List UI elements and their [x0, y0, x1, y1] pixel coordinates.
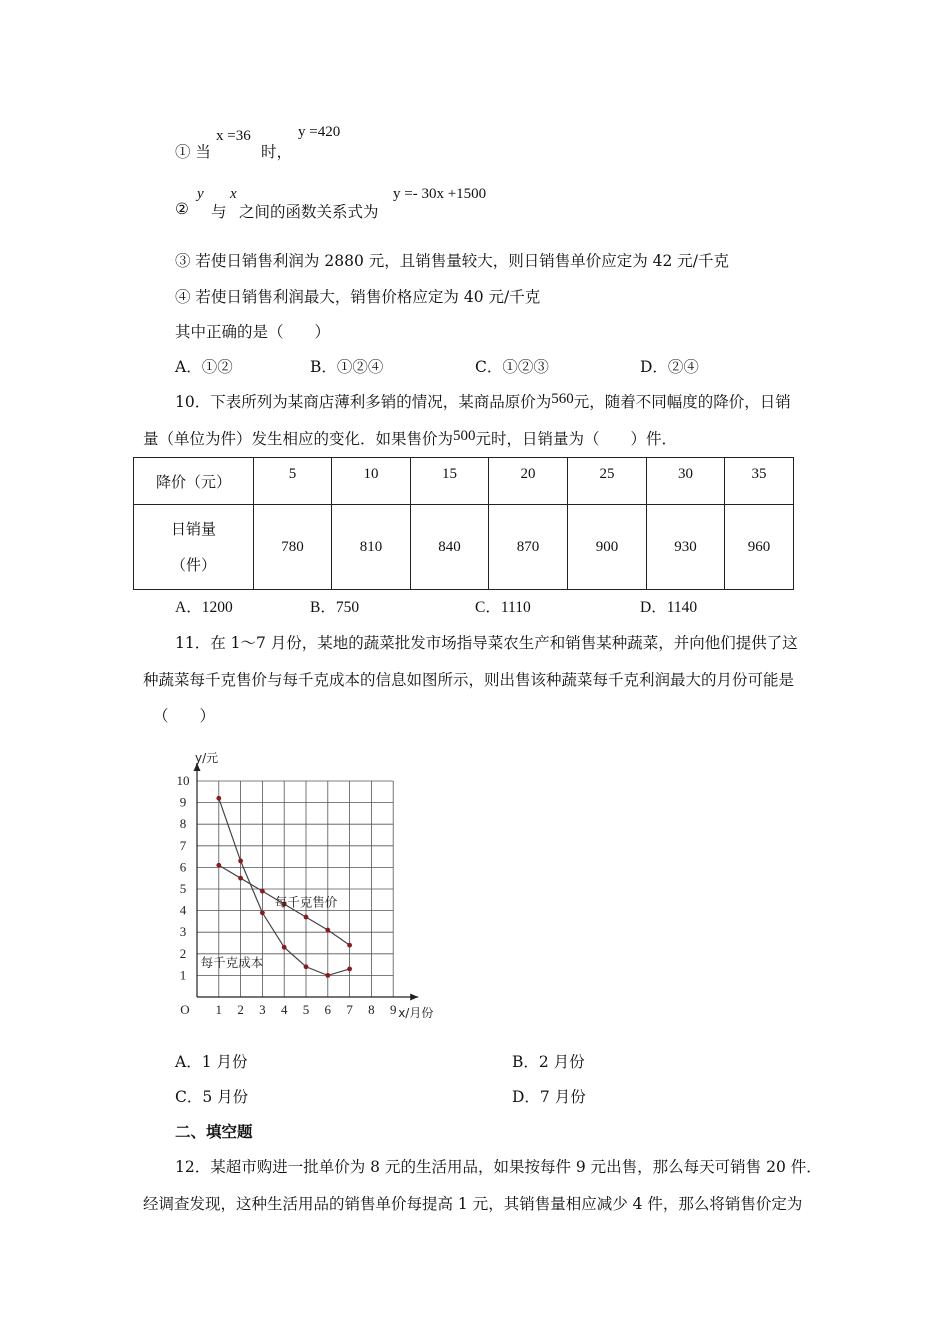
- q10-option-c[interactable]: C．1110: [475, 599, 531, 616]
- x-tick-label: 3: [259, 1002, 266, 1017]
- series-label: 每千克售价: [274, 894, 338, 910]
- q9-statement-1: [175, 124, 375, 164]
- q10-table-cell: 870: [489, 505, 568, 590]
- q9-s2-formula: y =- 30x +1500: [393, 186, 487, 202]
- q9-s1-mid: 时，: [261, 143, 293, 161]
- y-tick-label: 5: [179, 881, 187, 896]
- series-label: 每千克成本: [200, 954, 264, 970]
- q10-table-cell: 25: [568, 458, 647, 505]
- q9-option-d[interactable]: D．②④: [640, 358, 699, 376]
- q9-s2-y: y: [197, 186, 204, 202]
- q10-option-a[interactable]: A．1200: [175, 599, 233, 616]
- data-point: [216, 863, 221, 868]
- y-tick-label: 3: [179, 924, 187, 940]
- data-point: [216, 796, 221, 801]
- x-axis-label: x/月份: [398, 1006, 434, 1020]
- q10-table-header-sales-a: 日销量: [170, 520, 216, 538]
- q10-table-cell: 15: [411, 458, 489, 505]
- y-tick-label: 2: [179, 945, 187, 961]
- data-point: [304, 915, 309, 920]
- q10-table-row-discount: [134, 458, 794, 505]
- q11-line-2: 种蔬菜每千克售价与每千克成本的信息如图所示，则出售该种蔬菜每千克利润最大的月份可能是: [143, 671, 795, 689]
- data-point: [282, 945, 287, 950]
- x-tick-label: 7: [346, 1002, 353, 1017]
- q11-option-d[interactable]: D．7 月份: [512, 1088, 586, 1106]
- q9-ask: 其中正确的是（ ）: [175, 323, 331, 341]
- q10-table-cell: 10: [332, 458, 411, 505]
- y-tick-label: 7: [179, 837, 187, 853]
- q11-line-3: （ ）: [153, 707, 216, 725]
- x-axis-arrow: [410, 994, 418, 1001]
- q9-s2-text: 之间的函数关系式为: [239, 203, 379, 221]
- data-point: [347, 943, 352, 948]
- q10-line2-b: 元时，日销量为（ ）件．: [475, 430, 678, 448]
- q9-s2-yu: 与: [211, 203, 227, 221]
- q11-option-c[interactable]: C．5 月份: [175, 1088, 249, 1106]
- q9-s1-label: ① 当: [175, 143, 211, 161]
- x-tick-label: 6: [324, 1002, 332, 1017]
- q10-sale-price: 500: [453, 428, 476, 444]
- q10-table-header-sales-b: （件）: [170, 556, 216, 574]
- y-tick-label: 9: [179, 794, 187, 810]
- q10-table-cell: 20: [489, 458, 568, 505]
- q10-line1-b: 元，随着不同幅度的降价，日销: [573, 393, 791, 411]
- data-point: [347, 967, 352, 972]
- q10-table-cell: 960: [725, 505, 794, 590]
- origin-label: O: [180, 1002, 190, 1017]
- q9-statement-4: ④ 若使日销售利润最大，销售价格应定为 40 元/千克: [175, 288, 541, 306]
- y-tick-label: 1: [179, 967, 187, 983]
- q9-s1-y-eq: y =420: [298, 124, 341, 140]
- x-tick-label: 4: [280, 1002, 288, 1017]
- q10-table-cell: 900: [568, 505, 647, 590]
- q10-table-header-discount: 降价（元）: [134, 458, 254, 505]
- q10-option-d[interactable]: D．1140: [640, 599, 698, 616]
- q10-option-b[interactable]: B．750: [310, 599, 360, 616]
- y-tick-label: 10: [176, 773, 190, 788]
- data-point: [304, 964, 309, 969]
- q11-option-a[interactable]: A．1 月份: [175, 1053, 248, 1071]
- section-title-fill-blank: 二、填空题: [175, 1122, 253, 1141]
- y-axis-label: y/元: [195, 751, 219, 765]
- q10-table-row-sales: [134, 505, 794, 590]
- q10-table-cell: 5: [254, 458, 332, 505]
- q10-table-header-sales: [134, 505, 254, 590]
- q12-line-1: 12．某超市购进一批单价为 8 元的生活用品，如果按每件 9 元出售，那么每天可销售 20 件．: [175, 1158, 822, 1176]
- q10-table-cell: 35: [725, 458, 794, 505]
- q9-s2-x: x: [230, 186, 237, 202]
- q10-table-cell: 840: [411, 505, 489, 590]
- y-tick-label: 8: [179, 816, 187, 832]
- x-tick-label: 5: [302, 1002, 310, 1017]
- q10-table: [133, 457, 794, 590]
- data-point: [260, 910, 265, 915]
- x-tick-label: 1: [215, 1002, 223, 1017]
- q10-table-cell: 810: [332, 505, 411, 590]
- data-point: [238, 859, 243, 864]
- q9-option-b[interactable]: B．①②④: [310, 358, 384, 376]
- q10-line-1: [175, 390, 791, 412]
- q11-option-b[interactable]: B．2 月份: [512, 1053, 585, 1071]
- q9-option-c[interactable]: C．①②③: [475, 358, 549, 376]
- data-point: [260, 889, 265, 894]
- q10-line-2: [143, 427, 677, 449]
- data-point: [325, 973, 330, 978]
- data-point: [325, 928, 330, 933]
- q10-table-cell: 930: [647, 505, 725, 590]
- y-tick-label: 6: [179, 859, 187, 875]
- q10-price: 560: [551, 391, 574, 407]
- q10-table-cell: 780: [254, 505, 332, 590]
- q9-statement-3: ③ 若使日销售利润为 2880 元，且销售量较大，则日销售单价应定为 42 元/千克: [175, 252, 730, 270]
- q10-line1-a: 10．下表所列为某商店薄利多销的情况，某商品原价为: [175, 393, 552, 411]
- q9-s1-x-eq: x =36: [216, 128, 251, 144]
- q10-table-cell: 30: [647, 458, 725, 505]
- q12-line-2: 经调查发现，这种生活用品的销售单价每提高 1 元，其销售量相应减少 4 件，那么将销售价定为: [143, 1195, 803, 1213]
- y-tick-label: 4: [179, 902, 187, 918]
- data-point: [238, 876, 243, 881]
- q10-line2-a: 量（单位为件）发生相应的变化．如果售价为: [143, 430, 454, 448]
- x-tick-label: 9: [389, 1002, 397, 1017]
- x-tick-label: 8: [368, 1002, 375, 1017]
- q11-chart: [160, 745, 460, 1030]
- x-tick-label: 2: [237, 1002, 244, 1017]
- q9-statement-2: [175, 186, 535, 226]
- q9-option-a[interactable]: A．①②: [175, 358, 233, 376]
- q11-line-1: 11．在 1～7 月份，某地的蔬菜批发市场指导菜农生产和销售某种蔬菜，并向他们提供了这: [175, 634, 798, 652]
- q9-s2-label: ②: [175, 200, 189, 218]
